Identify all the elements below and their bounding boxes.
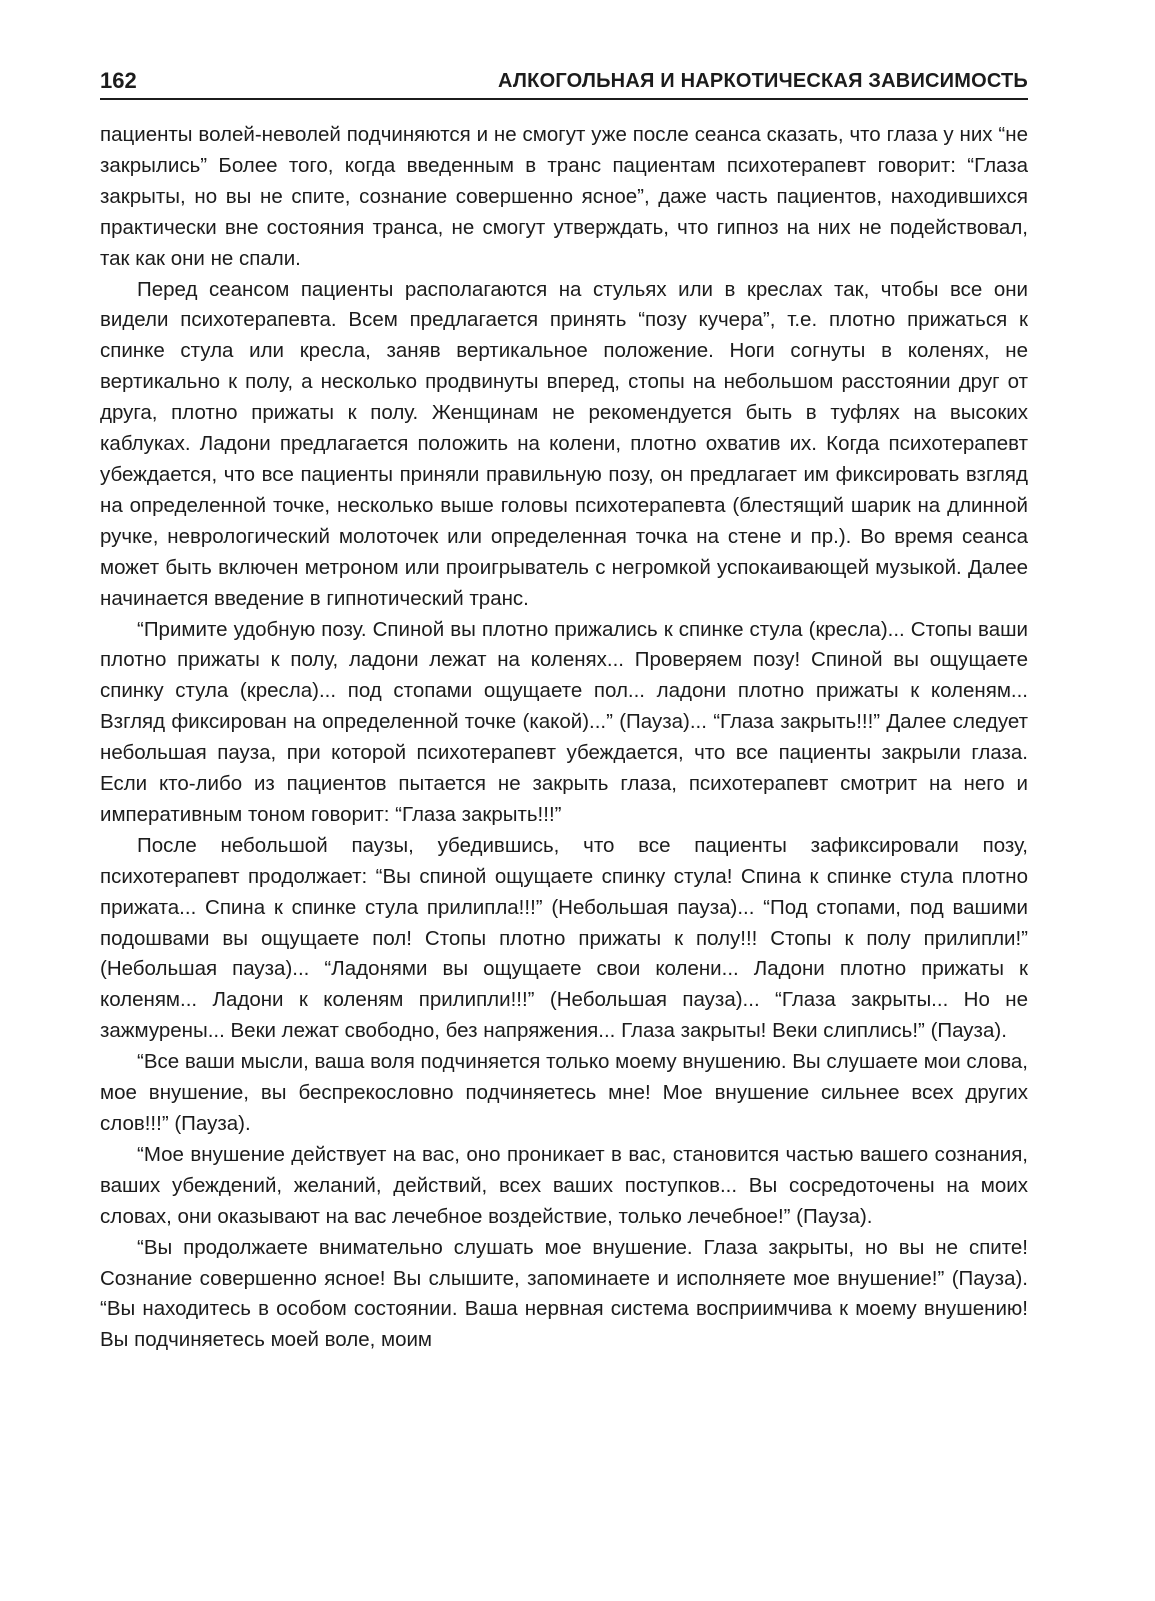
body-text (100, 120, 1028, 1356)
running-header (100, 52, 1028, 100)
paragraph-pose-instructions: “Примите удобную позу. Спиной вы плотно прижались к спинке стула (кресла)... Стопы ваши плотно прижаты к полу, ладони лежат на коленях... Проверяем позу! Спиной вы ощущаете спинку стула (кресла)... под стопами ощущаете пол... ладони плотно прижаты к коленям... Взгляд фиксирован на определенной точке (какой)...” (Пауза)... “Глаза закрыть!!!” Далее следует небольшая пауза, при которой психотерапевт убеждается, что все пациенты закрыли глаза. Если кто-либо из пациентов пытается не закрыть глаза, психотерапевт смотрит на него и императивным тоном говорит: “Глаза закрыть!!!” (100, 617, 1028, 826)
paragraph-session-setup: Перед сеансом пациенты располагаются на стульях или в креслах так, чтобы все они видели психотерапевта. Всем предлагается принять “позу кучера”, т.е. плотно прижаться к спинке стула или кресла, заняв вертикальное положение. Ноги согнуты в коленях, не вертикально к полу, а несколько продвинуты вперед, стопы на небольшом расстоянии друг от друга, плотно прижаты к полу. Женщинам не рекомендуется быть в туфлях на высоких каблуках. Ладони предлагается положить на колени, плотно охватив их. Когда психотерапевт убеждается, что все пациенты приняли правильную позу, он предлагает им фиксировать взгляд на определенной точке, несколько выше головы психотерапевта (блестящий шарик на длинной ручке, неврологический молоточек или определенная точка на стене и пр.). Во время сеанса может быть включен метроном или проигрыватель с негромкой успокаивающей музыкой. Далее начинается введение в гипнотический транс. (100, 277, 1028, 610)
page-number: 162 (100, 68, 137, 93)
paragraph-suggestion-effect: “Мое внушение действует на вас, оно проникает в вас, становится частью вашего сознания, ваших убеждений, желаний, действий, всех ваших поступков... Вы сосредоточены на моих словах, они оказывают на вас лечебное воздействие, только лечебное!” (Пауза). (100, 1142, 1028, 1228)
book-title: АЛКОГОЛЬНАЯ И НАРКОТИЧЕСКАЯ ЗАВИСИМОСТЬ (498, 70, 1028, 92)
paragraph-suggestion-state: “Вы продолжаете внимательно слушать мое внушение. Глаза закрыты, но вы не спите! Сознание совершенно ясное! Вы слышите, запоминаете и исполняете мое внушение!” (Пауза). “Вы находитесь в особом состоянии. Ваша нервная система восприимчива к моему внушению! Вы подчиняетесь моей воле, моим (100, 1235, 1028, 1352)
paragraph-suggestion-will: “Все ваши мысли, ваша воля подчиняется только моему внушению. Вы слушаете мои слова, мое внушение, вы беспрекословно подчиняетесь мне! Мое внушение сильнее всех других слов!!!” (Пауза). (100, 1050, 1028, 1135)
book-page (100, 52, 1028, 1356)
paragraph-continuation: пациенты волей-неволей подчиняются и не смогут уже после сеанса сказать, что глаза у них “не закрылись” Более того, когда введенным в транс пациентам психотерапевт говорит: “Глаза закрыты, но вы не спите, сознание совершенно ясное”, даже часть пациентов, находившихся практически вне состояния транса, не смогут утверждать, что гипноз на них не подействовал, так как они не спали. (100, 123, 1028, 270)
paragraph-fixation: После небольшой паузы, убедившись, что все пациенты зафиксировали позу, психотерапевт продолжает: “Вы спиной ощущаете спинку стула! Спина к спинке стула плотно прижата... Спина к спинке стула прилипла!!!” (Небольшая пауза)... “Под стопами, под вашими подошвами вы ощущаете пол! Стопы плотно прижаты к полу!!! Стопы к полу прилипли!” (Небольшая пауза)... “Ладонями вы ощущаете свои колени... Ладони плотно прижаты к коленям... Ладони к коленям прилипли!!!” (Небольшая пауза)... “Глаза закрыты... Но не зажмурены... Веки лежат свободно, без напряжения... Глаза закрыты! Веки слиплись!” (Пауза). (100, 833, 1028, 1043)
